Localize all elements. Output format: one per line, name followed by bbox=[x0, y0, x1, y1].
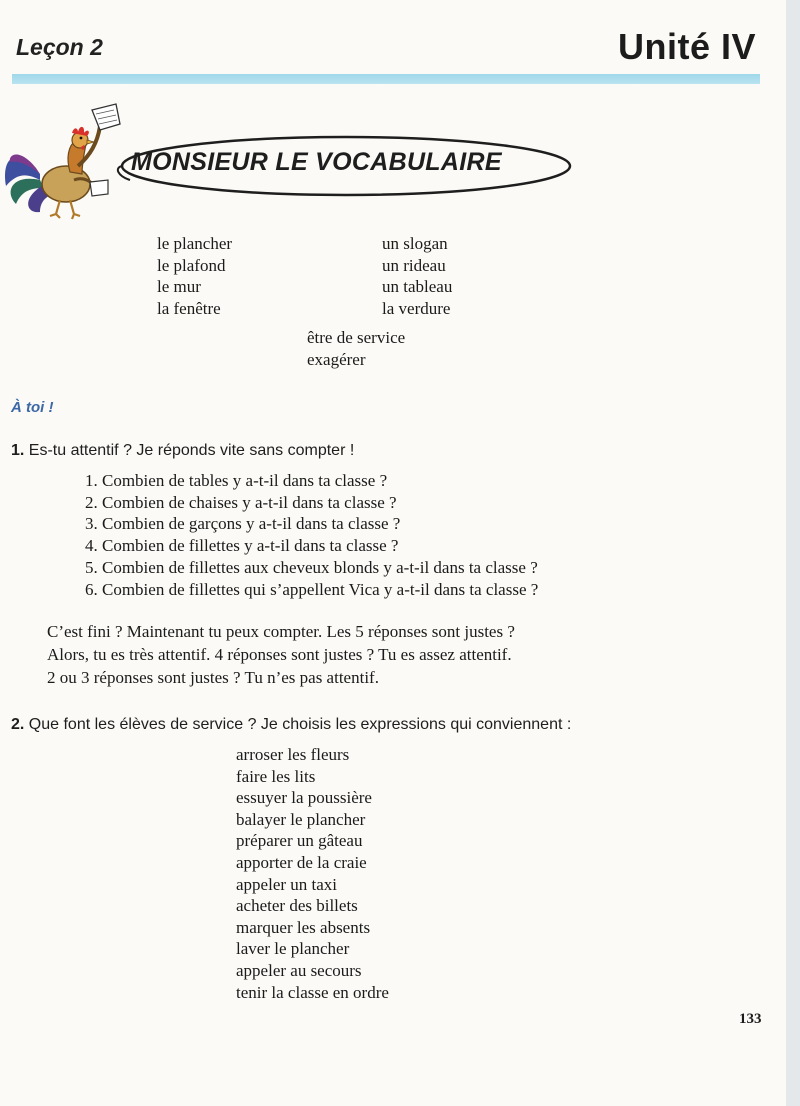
expression-item: laver le plancher bbox=[236, 939, 350, 959]
vocab-word: un rideau bbox=[382, 255, 446, 275]
vocab-word: être de service bbox=[307, 328, 406, 347]
exercise-number: 2. bbox=[11, 716, 25, 733]
exercise-1-paragraph bbox=[47, 620, 515, 689]
vocab-word: un slogan bbox=[382, 234, 448, 253]
expression-item: essuyer la poussière bbox=[236, 788, 372, 808]
expression-item: marquer les absents bbox=[236, 917, 371, 937]
paragraph-line: Alors, tu es très attentif. 4 réponses sont justes ? Tu es assez attentif. bbox=[47, 645, 512, 664]
expression-item: acheter des billets bbox=[236, 896, 358, 916]
expression-item: préparer un gâteau bbox=[236, 831, 363, 851]
vocabulary-center-column bbox=[307, 327, 405, 370]
unit-heading: Unité IV bbox=[617, 26, 756, 67]
exercise-number: 1. bbox=[11, 442, 25, 459]
exercise-instruction: Es-tu attentif ? Je réponds vite sans compter ! bbox=[28, 442, 355, 459]
vocab-word: la verdure bbox=[382, 298, 451, 318]
exercise-1-questions bbox=[85, 470, 538, 600]
vocab-word: exagérer bbox=[307, 349, 366, 369]
vocabulary-title: MONSIEUR LE VOCABULAIRE bbox=[131, 148, 502, 176]
question-item: 2. Combien de chaises y a-t-il dans ta classe ? bbox=[85, 492, 397, 512]
vocab-word: un tableau bbox=[382, 277, 453, 296]
expression-item: apporter de la craie bbox=[236, 852, 367, 872]
vocab-word: le mur bbox=[157, 277, 201, 296]
lesson-heading: Leçon 2 bbox=[16, 34, 103, 60]
exercise-2-title bbox=[11, 716, 571, 734]
exercise-instruction: Que font les élèves de service ? Je choisis les expressions qui conviennent : bbox=[28, 716, 572, 733]
question-item: 5. Combien de fillettes aux cheveux blonds y a-t-il dans ta classe ? bbox=[85, 557, 538, 577]
header-rule bbox=[12, 74, 760, 84]
expression-item: appeler un taxi bbox=[236, 874, 338, 894]
expression-item: balayer le plancher bbox=[236, 809, 366, 829]
vocab-word: le plafond bbox=[157, 255, 226, 275]
rooster-icon bbox=[0, 102, 130, 222]
expression-item: appeler au secours bbox=[236, 960, 362, 980]
page-number: 133 bbox=[739, 1011, 762, 1027]
vocabulary-left-column bbox=[157, 233, 232, 319]
exercise-2-expressions bbox=[236, 744, 389, 1003]
expression-item: arroser les fleurs bbox=[236, 745, 350, 764]
question-item: 4. Combien de fillettes y a-t-il dans ta classe ? bbox=[85, 536, 399, 556]
vocab-word: la fenêtre bbox=[157, 298, 221, 318]
question-item: 1. Combien de tables y a-t-il dans ta classe ? bbox=[85, 471, 388, 490]
page-edge bbox=[786, 0, 800, 1106]
question-item: 3. Combien de garçons y a-t-il dans ta classe ? bbox=[85, 514, 401, 534]
vocabulary-right-column bbox=[382, 233, 452, 319]
section-label: À toi ! bbox=[11, 399, 54, 416]
paragraph-line: 2 ou 3 réponses sont justes ? Tu n’es pas attentif. bbox=[47, 668, 379, 687]
exercise-1-title bbox=[11, 442, 354, 460]
question-item: 6. Combien de fillettes qui s’appellent Vica y a-t-il dans ta classe ? bbox=[85, 579, 539, 599]
expression-item: faire les lits bbox=[236, 766, 316, 786]
expression-item: tenir la classe en ordre bbox=[236, 982, 389, 1002]
vocab-word: le plancher bbox=[157, 234, 233, 253]
paragraph-line: C’est fini ? Maintenant tu peux compter. Les 5 réponses sont justes ? bbox=[47, 622, 515, 641]
